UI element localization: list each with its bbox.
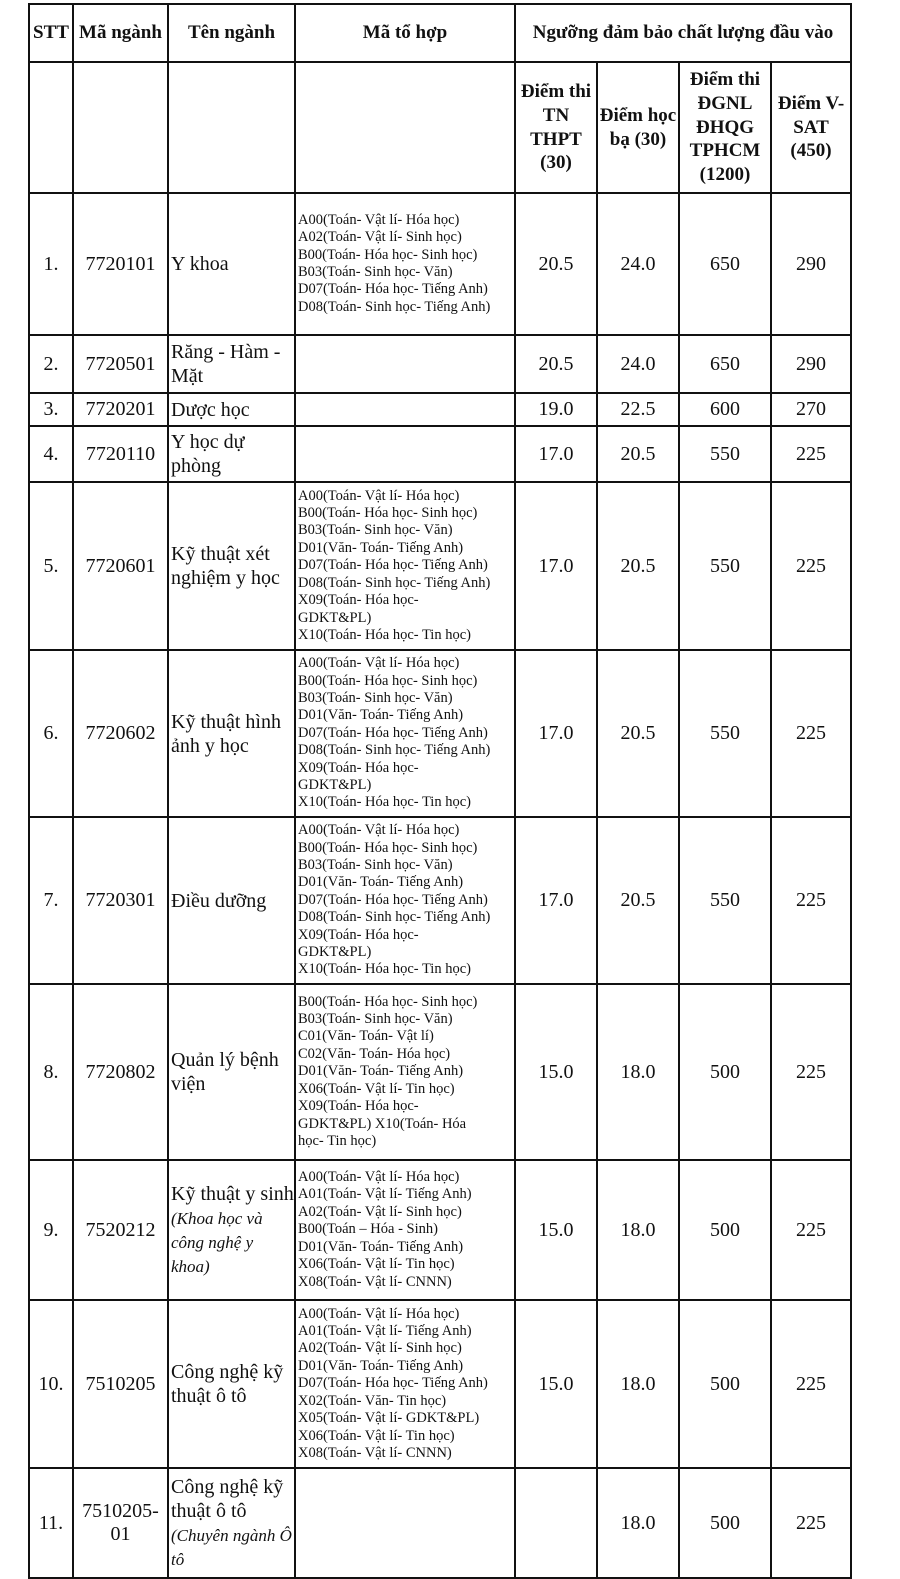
- major-name: Dược học: [171, 398, 250, 421]
- major-name: Răng - Hàm - Mặt: [171, 341, 281, 387]
- combo-item: D08(Toán- Sinh học- Tiếng Anh): [298, 742, 491, 759]
- cell-diem-vsat: 270: [771, 393, 851, 426]
- combo-item: X10(Toán- Hóa học- Tin học): [298, 794, 471, 811]
- combo-item: C02(Văn- Toán- Hóa học): [298, 1045, 451, 1062]
- cell-diem-vsat: 290: [771, 193, 851, 335]
- cell-stt: 11.: [29, 1468, 73, 1578]
- cell-diem-vsat: 290: [771, 335, 851, 393]
- combo-item: D01(Văn- Toán- Tiếng Anh): [298, 874, 464, 891]
- cell-ma-to-hop: [295, 426, 515, 482]
- cell-ma-nganh: 7720602: [73, 650, 168, 817]
- cell-ten-nganh: [168, 817, 295, 984]
- combo-item: D01(Văn- Toán- Tiếng Anh): [298, 1357, 464, 1374]
- cell-ma-nganh: 7510205: [73, 1300, 168, 1468]
- cell-diem-vsat: 225: [771, 650, 851, 817]
- cell-ma-to-hop: [295, 1468, 515, 1578]
- cell-stt: 6.: [29, 650, 73, 817]
- cell-stt: 2.: [29, 335, 73, 393]
- cell-diem-thpt: 17.0: [515, 482, 597, 650]
- cell-ma-nganh: 7720101: [73, 193, 168, 335]
- cell-diem-thpt: 15.0: [515, 1160, 597, 1300]
- header-diem-thpt: Điểm thi TN THPT (30): [515, 62, 597, 193]
- cell-ten-nganh: [168, 193, 295, 335]
- combo-item: D07(Toán- Hóa học- Tiếng Anh): [298, 1375, 488, 1392]
- combo-item: GDKT&PL): [298, 777, 372, 794]
- cell-stt: 5.: [29, 482, 73, 650]
- combo-item: D01(Văn- Toán- Tiếng Anh): [298, 539, 464, 556]
- header-row-main: [29, 4, 851, 62]
- cell-diem-hoc-ba: 24.0: [597, 193, 679, 335]
- cell-ma-to-hop: [295, 650, 515, 817]
- cell-ten-nganh: [168, 482, 295, 650]
- cell-diem-thpt: 17.0: [515, 426, 597, 482]
- cell-diem-hoc-ba: 22.5: [597, 393, 679, 426]
- cell-diem-hoc-ba: 20.5: [597, 482, 679, 650]
- cell-ten-nganh: [168, 1468, 295, 1578]
- header-diem-hoc-ba: Điểm học bạ (30): [597, 62, 679, 193]
- combo-item: D08(Toán- Sinh học- Tiếng Anh): [298, 298, 491, 315]
- cell-diem-dgnl: 550: [679, 650, 771, 817]
- header-nguong: Ngưỡng đảm bảo chất lượng đầu vào: [515, 4, 851, 62]
- combo-item: A02(Toán- Vật lí- Sinh học): [298, 229, 462, 246]
- combo-item: C01(Văn- Toán- Vật lí): [298, 1028, 434, 1045]
- cell-stt: 8.: [29, 984, 73, 1160]
- table-row: [29, 335, 851, 393]
- table-row: [29, 650, 851, 817]
- cell-diem-dgnl: 600: [679, 393, 771, 426]
- cell-diem-vsat: 225: [771, 1160, 851, 1300]
- cell-diem-dgnl: 550: [679, 482, 771, 650]
- table-row: [29, 1300, 851, 1468]
- cell-ma-to-hop: [295, 393, 515, 426]
- combo-item: X10(Toán- Hóa học- Tin học): [298, 626, 471, 643]
- combo-item: X09(Toán- Hóa học-: [298, 759, 419, 776]
- cell-ma-nganh: 7720110: [73, 426, 168, 482]
- major-name: Kỹ thuật xét nghiệm y học: [171, 543, 280, 589]
- major-name: Quản lý bệnh viện: [171, 1049, 279, 1095]
- cell-diem-dgnl: 650: [679, 193, 771, 335]
- combo-item: GDKT&PL): [298, 609, 372, 626]
- combo-item: X09(Toán- Hóa học-: [298, 926, 419, 943]
- cell-diem-vsat: 225: [771, 1468, 851, 1578]
- header-blank-stt: [29, 62, 73, 193]
- cell-diem-hoc-ba: 18.0: [597, 1160, 679, 1300]
- major-name: Điều dưỡng: [171, 889, 267, 912]
- cell-diem-dgnl: 550: [679, 426, 771, 482]
- header-blank-combos: [295, 62, 515, 193]
- header-diem-vsat: Điểm V-SAT (450): [771, 62, 851, 193]
- cell-stt: 3.: [29, 393, 73, 426]
- cell-ten-nganh: [168, 1160, 295, 1300]
- cell-diem-hoc-ba: 18.0: [597, 1300, 679, 1468]
- major-name: Y khoa: [171, 253, 229, 275]
- cell-ma-to-hop: [295, 482, 515, 650]
- cell-ma-nganh: 7720802: [73, 984, 168, 1160]
- combo-item: A00(Toán- Vật lí- Hóa học): [298, 1169, 460, 1186]
- cell-diem-hoc-ba: 20.5: [597, 817, 679, 984]
- cell-diem-thpt: 17.0: [515, 817, 597, 984]
- cell-diem-thpt: [515, 1468, 597, 1578]
- table-row: [29, 1160, 851, 1300]
- combo-item: B00(Toán- Hóa học- Sinh học): [298, 993, 478, 1010]
- table-row: [29, 482, 851, 650]
- cell-diem-dgnl: 550: [679, 817, 771, 984]
- major-note: (Chuyên ngành Ô tô: [171, 1526, 292, 1569]
- cell-diem-dgnl: 500: [679, 1160, 771, 1300]
- header-blank-code: [73, 62, 168, 193]
- cell-diem-dgnl: 500: [679, 984, 771, 1160]
- table-row: [29, 817, 851, 984]
- cell-ten-nganh: [168, 426, 295, 482]
- cell-ma-nganh: 7720301: [73, 817, 168, 984]
- table-row: [29, 426, 851, 482]
- cell-diem-vsat: 225: [771, 426, 851, 482]
- table-row: [29, 984, 851, 1160]
- combo-item: X10(Toán- Hóa học- Tin học): [298, 961, 471, 978]
- major-name: Kỹ thuật hình ảnh y học: [171, 710, 281, 757]
- combo-item: B03(Toán- Sinh học- Văn): [298, 1011, 453, 1028]
- header-ma-nganh: Mã ngành: [73, 4, 168, 62]
- combo-item: B00(Toán- Hóa học- Sinh học): [298, 672, 478, 689]
- cell-diem-thpt: 19.0: [515, 393, 597, 426]
- combo-item: D07(Toán- Hóa học- Tiếng Anh): [298, 281, 488, 298]
- cell-diem-thpt: 15.0: [515, 1300, 597, 1468]
- cell-ma-to-hop: [295, 817, 515, 984]
- combo-item: B03(Toán- Sinh học- Văn): [298, 856, 453, 873]
- table-row: [29, 393, 851, 426]
- cell-stt: 1.: [29, 193, 73, 335]
- cell-diem-hoc-ba: 20.5: [597, 426, 679, 482]
- cell-stt: 4.: [29, 426, 73, 482]
- cell-diem-hoc-ba: 20.5: [597, 650, 679, 817]
- major-name: Công nghệ kỹ thuật ô tô: [171, 1361, 284, 1407]
- combo-item: A00(Toán- Vật lí- Hóa học): [298, 822, 460, 839]
- cell-diem-hoc-ba: 24.0: [597, 335, 679, 393]
- header-stt: STT: [29, 4, 73, 62]
- cell-diem-vsat: 225: [771, 817, 851, 984]
- combo-item: A00(Toán- Vật lí- Hóa học): [298, 1305, 460, 1322]
- cell-ma-to-hop: [295, 984, 515, 1160]
- cell-diem-vsat: 225: [771, 984, 851, 1160]
- combo-item: B03(Toán- Sinh học- Văn): [298, 689, 453, 706]
- combo-item: X09(Toán- Hóa học-: [298, 1098, 419, 1115]
- combo-item: A01(Toán- Vật lí- Tiếng Anh): [298, 1323, 472, 1340]
- combo-item: D07(Toán- Hóa học- Tiếng Anh): [298, 724, 488, 741]
- combo-item: D08(Toán- Sinh học- Tiếng Anh): [298, 574, 491, 591]
- combo-item: D01(Văn- Toán- Tiếng Anh): [298, 707, 464, 724]
- combo-item: B03(Toán- Sinh học- Văn): [298, 264, 453, 280]
- combo-item: A00(Toán- Vật lí- Hóa học): [298, 487, 460, 504]
- combo-item: GDKT&PL) X10(Toán- Hóa: [298, 1115, 467, 1132]
- cell-ten-nganh: [168, 335, 295, 393]
- combo-item: học- Tin học): [298, 1132, 377, 1149]
- combo-item: X05(Toán- Vật lí- GDKT&PL): [298, 1410, 480, 1427]
- cell-ma-nganh: 7720601: [73, 482, 168, 650]
- combo-item: A00(Toán- Vật lí- Hóa học): [298, 211, 460, 228]
- cell-ma-to-hop: [295, 1160, 515, 1300]
- combo-item: A01(Toán- Vật lí- Tiếng Anh): [298, 1186, 472, 1203]
- combo-item: D08(Toán- Sinh học- Tiếng Anh): [298, 909, 491, 926]
- header-diem-dgnl: Điểm thi ĐGNL ĐHQG TPHCM (1200): [679, 62, 771, 193]
- combo-item: D07(Toán- Hóa học- Tiếng Anh): [298, 891, 488, 908]
- combo-item: X06(Toán- Vật lí- Tin học): [298, 1427, 455, 1444]
- header-row-sub: [29, 62, 851, 193]
- cell-stt: 9.: [29, 1160, 73, 1300]
- major-name: Kỹ thuật y sinh: [171, 1183, 294, 1205]
- major-note: (Khoa học và công nghệ y khoa): [171, 1209, 263, 1276]
- combo-item: A00(Toán- Vật lí- Hóa học): [298, 655, 460, 672]
- cell-ma-to-hop: [295, 335, 515, 393]
- combo-item: X08(Toán- Vật lí- CNNN): [298, 1444, 452, 1461]
- combo-item: X09(Toán- Hóa học-: [298, 592, 419, 609]
- header-blank-name: [168, 62, 295, 193]
- combo-item: B00(Toán- Hóa học- Sinh học): [298, 246, 478, 263]
- combo-item: B00(Toán – Hóa - Sinh): [298, 1221, 438, 1238]
- combo-item: B00(Toán- Hóa học- Sinh học): [298, 839, 478, 856]
- combo-item: D01(Văn- Toán- Tiếng Anh): [298, 1063, 464, 1080]
- table-body: [29, 193, 851, 1578]
- combo-item: A02(Toán- Vật lí- Sinh học): [298, 1203, 462, 1220]
- cell-ma-nganh: 7720501: [73, 335, 168, 393]
- combo-item: D01(Văn- Toán- Tiếng Anh): [298, 1238, 464, 1255]
- header-ten-nganh: Tên ngành: [168, 4, 295, 62]
- table-row: [29, 193, 851, 335]
- cell-ten-nganh: [168, 984, 295, 1160]
- combo-item: X06(Toán- Vật lí- Tin học): [298, 1080, 455, 1097]
- combo-item: GDKT&PL): [298, 944, 372, 961]
- combo-item: D07(Toán- Hóa học- Tiếng Anh): [298, 557, 488, 574]
- cell-diem-hoc-ba: 18.0: [597, 984, 679, 1160]
- cell-ma-nganh: 7520212: [73, 1160, 168, 1300]
- cell-ma-to-hop: [295, 1300, 515, 1468]
- cell-stt: 10.: [29, 1300, 73, 1468]
- combo-item: B00(Toán- Hóa học- Sinh học): [298, 505, 478, 522]
- cell-diem-thpt: 20.5: [515, 193, 597, 335]
- combo-item: X02(Toán- Văn- Tin học): [298, 1392, 447, 1409]
- cell-ten-nganh: [168, 1300, 295, 1468]
- cell-diem-thpt: 20.5: [515, 335, 597, 393]
- header-ma-to-hop: Mã tổ hợp: [295, 4, 515, 62]
- cell-diem-hoc-ba: 18.0: [597, 1468, 679, 1578]
- cell-diem-dgnl: 500: [679, 1468, 771, 1578]
- admission-threshold-table: [28, 3, 852, 1579]
- combo-item: A02(Toán- Vật lí- Sinh học): [298, 1340, 462, 1357]
- cell-diem-dgnl: 650: [679, 335, 771, 393]
- combo-item: B03(Toán- Sinh học- Văn): [298, 522, 453, 539]
- cell-diem-dgnl: 500: [679, 1300, 771, 1468]
- table-row: [29, 1468, 851, 1578]
- cell-diem-vsat: 225: [771, 482, 851, 650]
- cell-ma-nganh: 7510205-01: [73, 1468, 168, 1578]
- cell-ma-nganh: 7720201: [73, 393, 168, 426]
- combo-item: X08(Toán- Vật lí- CNNN): [298, 1273, 452, 1290]
- cell-stt: 7.: [29, 817, 73, 984]
- combo-item: X06(Toán- Vật lí- Tin học): [298, 1256, 455, 1273]
- cell-ma-to-hop: [295, 193, 515, 335]
- cell-diem-thpt: 17.0: [515, 650, 597, 817]
- cell-ten-nganh: [168, 650, 295, 817]
- major-name: Công nghệ kỹ thuật ô tô: [171, 1476, 284, 1522]
- major-name: Y học dự phòng: [171, 431, 245, 477]
- cell-diem-thpt: 15.0: [515, 984, 597, 1160]
- cell-ten-nganh: [168, 393, 295, 426]
- cell-diem-vsat: 225: [771, 1300, 851, 1468]
